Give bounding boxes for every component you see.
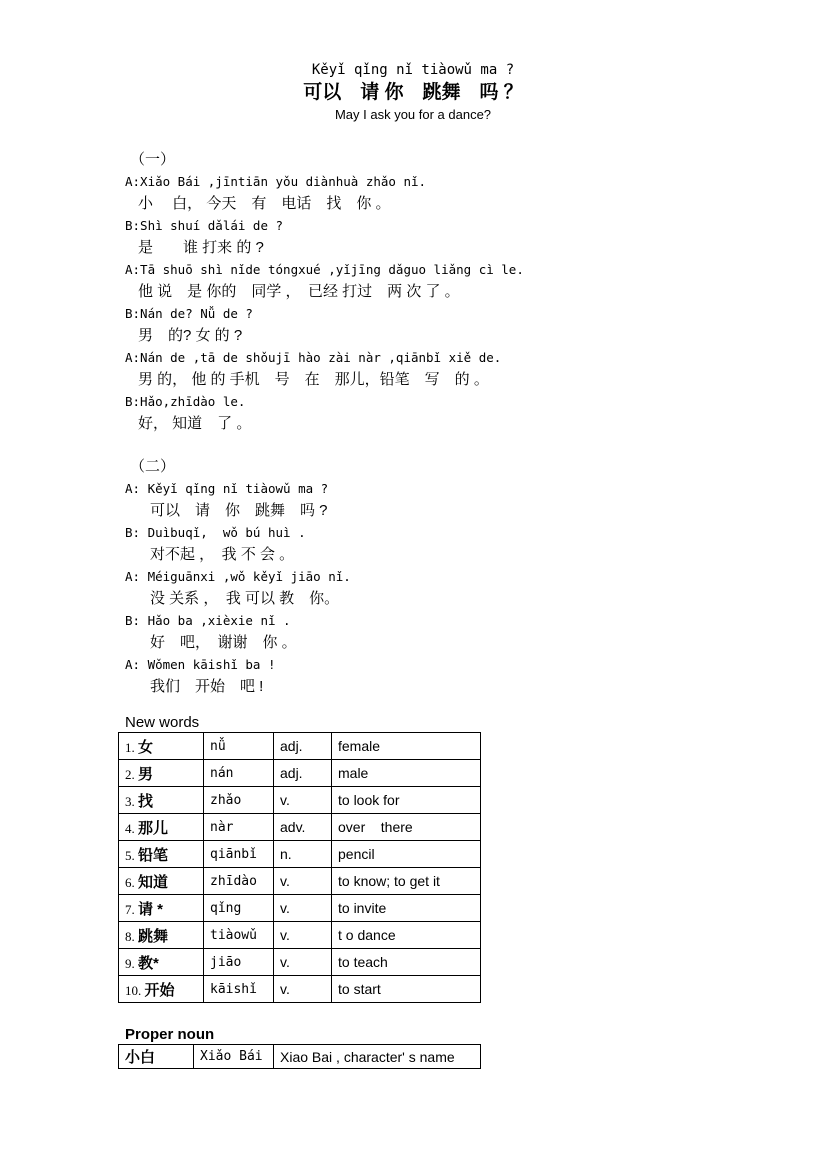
word-number: 8. <box>125 928 138 944</box>
title-pinyin: Kěyǐ qǐng nǐ tiàowǔ ma ? <box>311 62 515 78</box>
new-word-row <box>119 760 481 787</box>
dialogue-hanzi-line: 好， 知道 了 。 <box>138 415 252 432</box>
pinyin-cell: jiāo <box>204 949 274 976</box>
new-word-row <box>119 895 481 922</box>
word-cell <box>119 841 204 868</box>
proper-noun-block <box>118 1026 826 1069</box>
pinyin-cell: tiàowǔ <box>204 922 274 949</box>
new-word-row <box>119 814 481 841</box>
lesson-title-block <box>0 0 826 124</box>
meaning-cell: to invite <box>332 895 481 922</box>
new-word-row <box>119 733 481 760</box>
word-number: 10. <box>125 982 145 998</box>
pinyin-cell: zhǎo <box>204 787 274 814</box>
word-cell: 小白 <box>119 1045 194 1069</box>
dialogue-section-two <box>125 456 826 698</box>
dialogue-hanzi-line: 男 的， 他 的 手机 号 在 那儿，铅笔 写 的 。 <box>138 371 489 388</box>
new-words-heading: New words <box>125 714 200 731</box>
part-of-speech-cell: v. <box>274 922 332 949</box>
dialogue-pinyin-line: B: Duìbuqǐ, wǒ bú huì . <box>125 525 306 540</box>
word-cell <box>119 949 204 976</box>
dialogue-hanzi-line: 我们 开始 吧 ! <box>150 678 264 695</box>
new-word-row <box>119 949 481 976</box>
dialogue-hanzi-line: 男 的? 女 的 ? <box>138 327 243 344</box>
new-word-row <box>119 841 481 868</box>
new-word-row <box>119 868 481 895</box>
pinyin-cell: Xiǎo Bái <box>194 1045 274 1069</box>
word-number: 2. <box>125 766 138 782</box>
title-english-translation: May I ask you for a dance? <box>334 107 492 122</box>
meaning-cell: pencil <box>332 841 481 868</box>
dialogue-pinyin-line: A: Méiguānxi ,wǒ kěyǐ jiāo nǐ. <box>125 569 351 584</box>
section-one-label: （一） <box>130 151 176 168</box>
word-number: 1. <box>125 739 138 755</box>
word-hanzi: 开始 <box>144 981 175 999</box>
part-of-speech-cell: v. <box>274 787 332 814</box>
part-of-speech-cell: v. <box>274 949 332 976</box>
part-of-speech-cell: v. <box>274 868 332 895</box>
word-cell <box>119 922 204 949</box>
word-number: 7. <box>125 901 138 917</box>
word-cell <box>119 895 204 922</box>
word-cell <box>119 814 204 841</box>
word-cell <box>119 733 204 760</box>
part-of-speech-cell: adv. <box>274 814 332 841</box>
dialogue-pinyin-line: A:Nán de ,tā de shǒujī hào zài nàr ,qiānbǐ xiě de. <box>125 350 502 365</box>
pinyin-cell: nǚ <box>204 733 274 760</box>
pinyin-cell: zhīdào <box>204 868 274 895</box>
proper-noun-heading: Proper noun <box>125 1026 215 1043</box>
word-number: 6. <box>125 874 138 890</box>
meaning-cell: male <box>332 760 481 787</box>
dialogue-pinyin-line: B:Nán de? Nǚ de ? <box>125 306 253 321</box>
word-cell <box>119 976 204 1003</box>
pinyin-cell: nàr <box>204 814 274 841</box>
new-words-block <box>118 714 826 1003</box>
pinyin-cell: nán <box>204 760 274 787</box>
dialogue-pinyin-line: A:Xiǎo Bái ,jīntiān yǒu diànhuà zhǎo nǐ. <box>125 174 427 189</box>
section-one-lines <box>125 171 826 435</box>
word-number: 5. <box>125 847 138 863</box>
dialogue-hanzi-line: 没 关系 ， 我 可以 教 你。 <box>150 590 340 607</box>
word-hanzi: 那儿 <box>138 819 169 837</box>
meaning-cell: to start <box>332 976 481 1003</box>
word-number: 3. <box>125 793 138 809</box>
word-number: 4. <box>125 820 138 836</box>
part-of-speech-cell: adj. <box>274 733 332 760</box>
word-hanzi: 跳舞 <box>138 927 169 945</box>
word-cell <box>119 868 204 895</box>
part-of-speech-cell: v. <box>274 976 332 1003</box>
proper-noun-table <box>118 1044 481 1069</box>
word-cell <box>119 760 204 787</box>
part-of-speech-cell: adj. <box>274 760 332 787</box>
word-hanzi: 男 <box>138 765 154 783</box>
meaning-cell: Xiao Bai , character' s name <box>274 1045 481 1069</box>
dialogue-pinyin-line: B: Hǎo ba ,xièxie nǐ . <box>125 613 291 628</box>
dialogue-hanzi-line: 他 说 是 你的 同学 ， 已经 打过 两 次 了 。 <box>138 283 460 300</box>
part-of-speech-cell: n. <box>274 841 332 868</box>
title-hanzi: 可以 请 你 跳舞 吗 ？ <box>303 82 523 103</box>
dialogue-hanzi-line: 好 吧， 谢谢 你 。 <box>150 634 297 651</box>
part-of-speech-cell: v. <box>274 895 332 922</box>
dialogue-hanzi-line: 对不起 ， 我 不 会 。 <box>150 546 295 563</box>
dialogue-pinyin-line: B:Hǎo,zhīdào le. <box>125 394 246 409</box>
meaning-cell: female <box>332 733 481 760</box>
dialogue-hanzi-line: 可以 请 你 跳舞 吗 ? <box>150 502 328 519</box>
dialogue-section-one <box>125 149 826 435</box>
proper-noun-row <box>119 1045 481 1069</box>
meaning-cell: to look for <box>332 787 481 814</box>
pinyin-cell: qǐng <box>204 895 274 922</box>
section-two-lines <box>125 478 826 698</box>
new-words-table <box>118 732 481 1003</box>
word-cell <box>119 787 204 814</box>
meaning-cell: to know; to get it <box>332 868 481 895</box>
dialogue-hanzi-line: 小 白， 今天 有 电话 找 你 。 <box>138 195 391 212</box>
meaning-cell: t o dance <box>332 922 481 949</box>
meaning-cell: to teach <box>332 949 481 976</box>
dialogue-pinyin-line: A:Tā shuō shì nǐde tóngxué ,yǐjīng dǎguo liǎng cì le. <box>125 262 524 277</box>
word-hanzi: 知道 <box>138 873 169 891</box>
word-hanzi: 教* <box>138 954 159 972</box>
word-hanzi: 请 * <box>138 900 164 918</box>
word-hanzi: 找 <box>138 792 154 810</box>
dialogue-pinyin-line: B:Shì shuí dǎlái de ? <box>125 218 284 233</box>
pinyin-cell: qiānbǐ <box>204 841 274 868</box>
new-word-row <box>119 976 481 1003</box>
word-number: 9. <box>125 955 138 971</box>
new-word-row <box>119 787 481 814</box>
section-two-label: （二） <box>130 458 176 475</box>
new-word-row <box>119 922 481 949</box>
word-hanzi: 女 <box>138 738 154 756</box>
pinyin-cell: kāishǐ <box>204 976 274 1003</box>
word-hanzi: 铅笔 <box>138 846 169 864</box>
dialogue-pinyin-line: A: Kěyǐ qǐng nǐ tiàowǔ ma ? <box>125 481 329 496</box>
meaning-cell: over there <box>332 814 481 841</box>
dialogue-pinyin-line: A: Wǒmen kāishǐ ba ! <box>125 657 276 672</box>
dialogue-hanzi-line: 是 谁 打来 的 ? <box>138 239 264 256</box>
